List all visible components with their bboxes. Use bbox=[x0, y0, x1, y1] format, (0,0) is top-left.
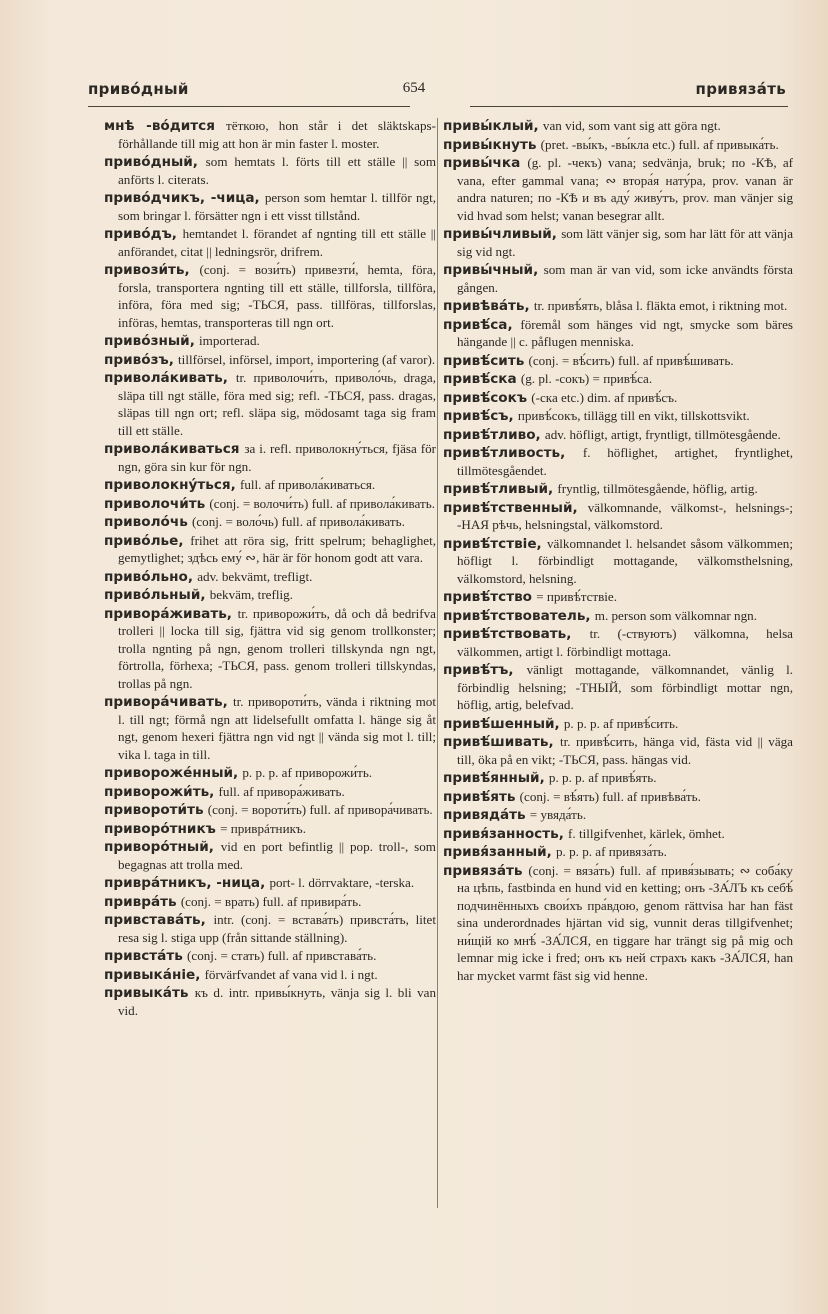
dictionary-entry bbox=[104, 533, 436, 568]
header-rule-left bbox=[88, 106, 410, 107]
entry-headword: привстава́ть, bbox=[104, 912, 206, 928]
entry-headword: привыка́ніе, bbox=[104, 966, 201, 983]
dictionary-entry bbox=[443, 298, 793, 316]
entry-headword: привѣ́тственный, bbox=[443, 499, 578, 516]
dictionary-entry bbox=[104, 875, 436, 893]
entry-definition: (conj. = врать) full. af привира́ть. bbox=[180, 893, 362, 909]
dictionary-entry bbox=[104, 226, 436, 261]
entry-headword: приво́зъ, bbox=[104, 351, 174, 368]
column-divider bbox=[437, 118, 438, 1208]
entry-headword: привы́чливый, bbox=[443, 226, 557, 242]
entry-headword: привѣ́янный, bbox=[443, 770, 545, 786]
entry-definition: (conj. = вяза́ть) full. af привя́зывать; ∾ соба́ку на цѣпь, fastbinda en hund vid en ketting; онъ -ЗА́ЛЪ къ себѣ́ подчинённыхъ свои́хъ пра́вдою, genom rättvisa har han fäst sina underordnades hjärtan vid sig, vunnit deras tillgifvenhet; ни́щій ко мнѣ́ -ЗА́ЛСЯ, en tiggare har trängt sig på mig och lemnar mig icke i fred; онъ къ ней страхъ какъ -ЗА́ЛСЯ, han har mycket varmt fäst sig vid henne. bbox=[457, 862, 793, 983]
entry-definition: m. person som välkomnar ngn. bbox=[594, 607, 757, 623]
entry-definition: vid en port befintlig || pop. troll-, som begagnas att trolla med. bbox=[118, 839, 436, 872]
entry-headword: приволочи́ть bbox=[104, 495, 206, 512]
dictionary-entry bbox=[443, 155, 793, 225]
dictionary-entry bbox=[104, 514, 436, 532]
dictionary-entry bbox=[443, 408, 793, 426]
entry-headword: привяда́ть bbox=[443, 807, 526, 823]
entry-headword: привѣва́ть, bbox=[443, 298, 530, 314]
dictionary-entry bbox=[104, 477, 436, 495]
entry-definition: tr. (-ствуютъ) välkomna, helsa välkommen, artigt l. förbindligt mottaga. bbox=[457, 626, 793, 659]
entry-definition: adv. bekvämt, trefligt. bbox=[197, 568, 313, 584]
entry-definition: intr. (conj. = встава́ть) привста́ть, litet resa sig l. stiga upp (från sittande ställning). bbox=[118, 912, 436, 945]
entry-headword: привѣ́шенный, bbox=[443, 715, 560, 732]
entry-definition: p. p. p. af приворожи́ть. bbox=[242, 765, 373, 780]
entry-headword: привѣ́тливость, bbox=[443, 445, 566, 461]
entry-definition: (g. pl. -чекъ) vana; sedvänja, bruk; по -КѢ, af vana, efter gammal vana; ∾ втора́я нату́ра, prov. vanan är andra naturen; по -КѢ и въ аду́ живу́тъ, prov. man vänjer sig vid hvad som helst; vanan besegrar allt. bbox=[457, 155, 793, 223]
entry-definition: = привѣ́тствіе. bbox=[536, 589, 618, 604]
entry-definition: f. höflighet, artighet, fryntlighet, tillmötesgåendet. bbox=[457, 445, 793, 478]
entry-headword: привѣ́тъ, bbox=[443, 662, 514, 678]
entry-headword: приво́зный, bbox=[104, 333, 195, 349]
entry-definition: föremål som hänges vid ngt, smycke som bäres hängande || c. påflugen menniska. bbox=[457, 316, 793, 349]
running-head-right: привяза́ть bbox=[695, 80, 786, 98]
entry-headword: привора́живать, bbox=[104, 605, 232, 622]
entry-definition: (conj. = волочи́ть) full. af привола́кивать. bbox=[209, 495, 435, 511]
entry-definition: p. p. p. af привѣ́сить. bbox=[563, 715, 679, 731]
dictionary-entry bbox=[104, 352, 436, 370]
entry-headword: приво́дный, bbox=[104, 154, 198, 170]
entry-definition: тёткою, hon står i det släktskaps-förhållande till mig att hon är min faster l. moster. bbox=[118, 118, 437, 151]
entry-definition: tr. приволочи́ть, приволо́чь, draga, släpa till ngt ställe, föra med sig; refl. -ТЬСЯ, pass. dragas, släpas till ngn ort; refl. släpa sig, mödosamt taga sig fram till ett ställe. bbox=[118, 370, 436, 438]
left-column bbox=[104, 118, 436, 1021]
dictionary-entry bbox=[104, 333, 436, 351]
dictionary-entry bbox=[443, 353, 793, 371]
entry-headword: привяза́ть bbox=[443, 862, 523, 879]
entry-headword: привра́тникъ, -ница, bbox=[104, 875, 266, 891]
dictionary-entry bbox=[443, 589, 793, 607]
entry-definition: som hemtats l. förts till ett ställe || som anförts l. citerats. bbox=[118, 154, 436, 187]
dictionary-entry bbox=[104, 839, 436, 874]
dictionary-entry bbox=[443, 445, 793, 480]
dictionary-entry bbox=[443, 137, 793, 155]
entry-definition: fryntlig, tillmötesgående, höflig, artig. bbox=[557, 481, 758, 496]
dictionary-entry bbox=[443, 500, 793, 535]
dictionary-entry bbox=[443, 826, 793, 844]
entry-definition: full. af привора́живать. bbox=[218, 783, 345, 799]
dictionary-entry bbox=[443, 427, 793, 445]
entry-headword: привози́ть, bbox=[104, 262, 190, 278]
entry-definition: p. p. p. af привяза́ть. bbox=[556, 844, 667, 859]
entry-headword: привороже́нный, bbox=[104, 765, 239, 781]
dictionary-entry bbox=[104, 154, 436, 189]
entry-headword: приворожи́ть, bbox=[104, 783, 215, 800]
entry-headword: привя́занный, bbox=[443, 844, 552, 860]
right-column bbox=[443, 118, 793, 986]
entry-headword: привола́кивать, bbox=[104, 370, 228, 386]
entry-headword: привѣ́тливо, bbox=[443, 426, 541, 443]
entry-headword: привѣ́ять bbox=[443, 788, 516, 805]
dictionary-entry bbox=[443, 608, 793, 626]
entry-headword: привѣ́тствовать, bbox=[443, 626, 572, 642]
entry-headword: привра́ть bbox=[104, 893, 177, 910]
dictionary-entry bbox=[104, 967, 436, 985]
entry-definition: = увяда́ть. bbox=[529, 807, 587, 822]
dictionary-entry bbox=[104, 784, 436, 802]
dictionary-entry bbox=[104, 765, 436, 783]
entry-headword: привя́занность, bbox=[443, 825, 564, 842]
dictionary-entry bbox=[443, 716, 793, 734]
entry-definition: = приврáтникъ. bbox=[220, 820, 306, 836]
entry-definition: p. p. p. af привѣ́ять. bbox=[548, 770, 657, 785]
entry-headword: приво́дчикъ, -чица, bbox=[104, 190, 260, 206]
dictionary-entry bbox=[104, 821, 436, 839]
dictionary-entry bbox=[104, 118, 436, 153]
dictionary-entry bbox=[443, 789, 793, 807]
entry-definition: välkomnande, välkomst-, helsnings-; -НАЯ рѣчь, helsningstal, välkomstord. bbox=[457, 499, 793, 532]
entry-headword: привы́клый, bbox=[443, 118, 539, 134]
entry-headword: привѣ́ска bbox=[443, 371, 517, 387]
entry-definition: tr. приворожи́ть, då och då bedrifva trolleri || locka till sig, fjättra vid sig genom trollkonster; trolla ngnting på ngn, genom trolleri tillskynda ngn ngt, förtrolla, förhexa; -ТЬСЯ, pass. genom trolleri tillskyndas, trollas på ngn. bbox=[118, 605, 436, 691]
entry-headword: мнѣ -во́дится bbox=[104, 118, 215, 134]
entry-headword: привы́чка bbox=[443, 155, 521, 171]
entry-headword: привороти́ть bbox=[104, 802, 204, 818]
dictionary-entry bbox=[443, 807, 793, 825]
entry-definition: port- l. dörrvaktare, -terska. bbox=[269, 875, 415, 890]
entry-headword: привы́кнуть bbox=[443, 136, 537, 153]
entry-definition: (conj. = вороти́ть) full. af привора́чивать. bbox=[207, 802, 433, 817]
entry-headword: привора́чивать, bbox=[104, 694, 228, 710]
entry-headword: привѣ́тство bbox=[443, 589, 533, 605]
entry-definition: som man är van vid, som icke användts första gången. bbox=[457, 262, 793, 295]
entry-headword: привола́киваться bbox=[104, 441, 240, 457]
entry-definition: къ d. intr. привы́кнуть, vänja sig l. bli van vid. bbox=[118, 985, 436, 1018]
entry-headword: привыка́ть bbox=[104, 985, 189, 1001]
dictionary-entry bbox=[104, 370, 436, 440]
header-rule-right bbox=[470, 106, 788, 107]
dictionary-entry bbox=[104, 262, 436, 332]
entry-definition: person som hemtar l. tillför ngt, som bringar l. försätter ngn i ett visst tillstånd. bbox=[118, 190, 436, 223]
entry-definition: (conj. = воло́чь) full. af привола́кивать. bbox=[192, 514, 405, 529]
entry-definition: hemtandet l. förandet af ngnting till ett ställe || anförandet, citat || ledningsrör, drifrem. bbox=[118, 226, 437, 259]
entry-definition: välkomnandet l. helsandet såsom välkommen; höfligt l. förbindligt mottagande, välkomsthelsning, välkomstord, helsning. bbox=[457, 535, 793, 586]
entry-definition: (pret. -вы́къ, -вы́кла etc.) full. af привыка́ть. bbox=[540, 136, 779, 152]
entry-headword: приво́льный, bbox=[104, 587, 206, 603]
entry-definition: adv. höfligt, artigt, fryntligt, tillmötesgående. bbox=[544, 426, 781, 442]
entry-definition: tr. привороти́ть, vända i riktning mot l. till ngt; förmå ngn att lidelsefullt omfatta l. hänge sig åt ngt, genom hexeri fjättra ngn vid ngt || vända sig mot l. till; vika l. taga in till. bbox=[118, 694, 436, 762]
dictionary-entry bbox=[104, 587, 436, 605]
dictionary-entry bbox=[104, 912, 436, 947]
entry-definition: vänligt mottagande, välkomnandet, vänlig l. förbindlig helsning; -ТНЫЙ, som förbindligt mottar ngn, höflig, artig, belefvad. bbox=[457, 662, 793, 712]
entry-headword: приворо́тный, bbox=[104, 839, 214, 855]
dictionary-entry bbox=[443, 844, 793, 862]
entry-headword: приво́дъ, bbox=[104, 226, 177, 242]
entry-definition: tillförsel, införsel, import, importering (af varor). bbox=[178, 351, 436, 367]
dictionary-entry bbox=[443, 317, 793, 352]
dictionary-entry bbox=[443, 734, 793, 769]
entry-headword: привы́чный, bbox=[443, 262, 539, 278]
entry-definition: tr. привѣ́ять, blåsa l. fläkta emot, i riktning mot. bbox=[533, 298, 788, 313]
entry-definition: (conj. = вѣ́ять) full. af привѣва́ть. bbox=[519, 788, 701, 804]
dictionary-entry bbox=[443, 536, 793, 589]
entry-definition: за i. refl. приволокну́ться, fjäsa för ngn, göra sin kur för ngn. bbox=[118, 441, 436, 474]
dictionary-entry bbox=[443, 863, 793, 986]
entry-definition: bekväm, treflig. bbox=[209, 587, 293, 602]
entry-headword: привѣ́са, bbox=[443, 316, 513, 333]
entry-definition: (conj. = вѣ́сить) full. af привѣ́шивать. bbox=[528, 352, 734, 368]
entry-definition: frihet att röra sig, fritt spelrum; behaglighet, gemytlighet; здѣсь ему́ ∾, här är för honom godt att vara. bbox=[118, 532, 436, 565]
entry-definition: (g. pl. -сокъ) = привѣ́са. bbox=[520, 371, 653, 386]
entry-headword: приволокну́ться, bbox=[104, 477, 236, 493]
entry-definition: importerad. bbox=[199, 333, 260, 348]
entry-headword: приво́льно, bbox=[104, 568, 194, 585]
entry-headword: приво́лье, bbox=[104, 532, 184, 549]
entry-headword: привѣ́тствіе, bbox=[443, 535, 542, 552]
dictionary-entry bbox=[104, 190, 436, 225]
dictionary-entry bbox=[104, 606, 436, 694]
dictionary-entry bbox=[443, 626, 793, 661]
entry-headword: привѣ́сить bbox=[443, 352, 525, 369]
entry-headword: привѣ́сокъ bbox=[443, 389, 528, 406]
dictionary-entry bbox=[443, 118, 793, 136]
dictionary-entry bbox=[104, 569, 436, 587]
entry-headword: привѣ́шивать, bbox=[443, 734, 554, 750]
dictionary-entry bbox=[104, 948, 436, 966]
entry-definition: tr. привѣ́сить, hänga vid, fästa vid || väga till, öka på en vikt; -ТЬСЯ, pass. hängas vid. bbox=[457, 734, 793, 767]
entry-headword: привѣ́съ, bbox=[443, 408, 514, 424]
entry-definition: привѣ́сокъ, tillägg till en vikt, tillskottsvikt. bbox=[517, 408, 750, 423]
entry-headword: привста́ть bbox=[104, 948, 183, 964]
dictionary-entry bbox=[443, 371, 793, 389]
dictionary-entry bbox=[104, 496, 436, 514]
entry-definition: förvärfvandet af vana vid l. i ngt. bbox=[204, 966, 378, 982]
dictionary-entry bbox=[104, 694, 436, 764]
entry-definition: som lätt vänjer sig, som har lätt för att vänja sig vid ngt. bbox=[457, 226, 793, 259]
entry-headword: привѣ́тливый, bbox=[443, 481, 554, 497]
dictionary-entry bbox=[104, 441, 436, 476]
entry-definition: van vid, som vant sig att göra ngt. bbox=[542, 118, 721, 133]
entry-headword: приволо́чь bbox=[104, 514, 188, 530]
entry-definition: f. tillgifvenhet, kärlek, ömhet. bbox=[568, 825, 725, 841]
dictionary-entry bbox=[443, 262, 793, 297]
dictionary-entry bbox=[443, 770, 793, 788]
entry-definition: (conj. = стать) full. af привстава́ть. bbox=[187, 948, 377, 963]
entry-headword: приворо́тникъ bbox=[104, 820, 216, 837]
dictionary-entry bbox=[443, 390, 793, 408]
dictionary-entry bbox=[104, 985, 436, 1020]
dictionary-entry bbox=[104, 894, 436, 912]
running-head-left: приво́дный bbox=[88, 80, 189, 98]
dictionary-entry bbox=[443, 226, 793, 261]
page-number: 654 bbox=[402, 80, 426, 96]
entry-definition: full. af привола́киваться. bbox=[239, 477, 376, 492]
dictionary-entry bbox=[443, 481, 793, 499]
dictionary-entry bbox=[443, 662, 793, 715]
dictionary-entry bbox=[104, 802, 436, 820]
entry-definition: (conj. = вози́ть) привезти́, hemta, föra, forsla, transportera ngnting till ett ställe, tillforsla, tillföra, införa, föra med sig; -ТЬСЯ, pass. tillföras, tillforslas, införas, hemtas, transporteras till ngn ort. bbox=[118, 262, 436, 330]
entry-headword: привѣ́тствователь, bbox=[443, 607, 591, 624]
entry-definition: (-ска etc.) dim. af привѣ́съ. bbox=[531, 389, 678, 405]
